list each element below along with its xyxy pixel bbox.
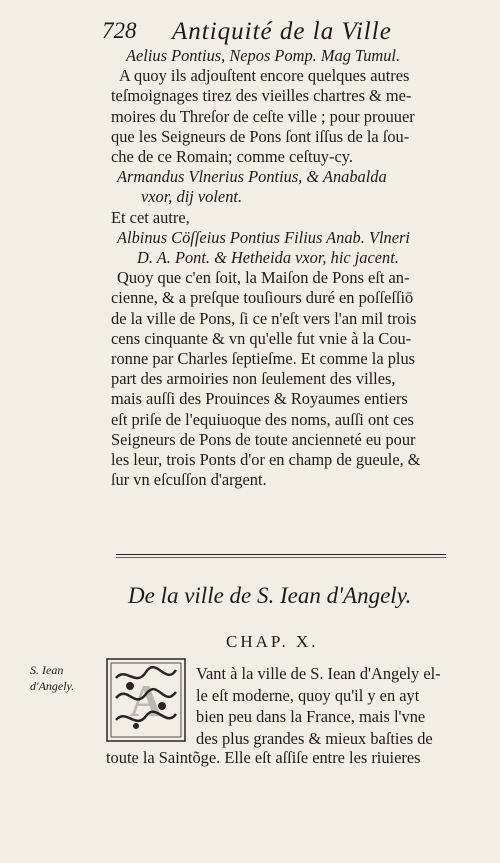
text-line: cienne, & a preſque touſiours duré en poſſeſſiō	[111, 288, 414, 308]
latin-inscription-2-cont: vxor, dij volent.	[141, 187, 243, 207]
text-line: ronne par Charles ſeptieſme. Et comme la plus	[111, 349, 416, 369]
text-line: de la ville de Pons, ſi ce n'eſt vers l'an mil trois	[111, 308, 417, 328]
running-title: Antiquité de la Ville	[172, 18, 392, 45]
latin-inscription-2: Armandus Vlnerius Pontius, & Anabalda	[117, 167, 387, 187]
text-line: toute la Saintõge. Elle eſt aſſiſe entre les riuieres	[106, 748, 421, 767]
ornamental-initial-icon	[106, 658, 186, 742]
text-line: ſur vn eſcuſſon d'argent.	[111, 470, 267, 490]
text-line: Vant à la ville de S. Iean d'Angely el-	[196, 664, 441, 683]
text-line: Seigneurs de Pons de toute ancienneté eu pour	[111, 429, 416, 449]
text-line: mais auſſi des Prouinces & Royaumes entiers	[111, 389, 408, 409]
text-line: teſmoignages tirez des vieilles chartres & me-	[111, 86, 412, 106]
margin-note-line: S. Iean	[30, 663, 64, 677]
svg-text:A: A	[129, 675, 163, 726]
section-divider-thin	[116, 557, 446, 558]
latin-inscription-3-cont: D. A. Pont. & Hetheida vxor, hic jacent.	[137, 248, 399, 268]
section-title: De la ville de S. Iean d'Angely.	[128, 583, 412, 608]
margin-note	[30, 662, 100, 694]
latin-inscription-3: Albinus Cöſſeius Pontius Filius Anab. Vlneri	[117, 227, 410, 247]
text-line: che de ce Romain; comme ceſtuy-cy.	[111, 147, 353, 167]
page-number: 728	[102, 18, 137, 43]
chapter-opening-text	[196, 663, 486, 749]
text-line: que les Seigneurs de Pons ſont iſſus de la ſou-	[111, 126, 410, 146]
text-line: A quoy ils adjouſtent encore quelques autres	[119, 66, 410, 86]
section-divider	[116, 554, 446, 555]
latin-inscription-1: Aelius Pontius, Nepos Pomp. Mag Tumul.	[126, 46, 401, 65]
chapter-heading: CHAP. X.	[226, 632, 319, 651]
text-line: les leur, trois Ponts d'or en champ de gueule, &	[111, 450, 421, 470]
text-line: moires du Threſor de ceſte ville ; pour prouuer	[111, 106, 415, 126]
text-line: Et cet autre,	[111, 207, 190, 227]
text-line: part des armoiries non ſeulement des villes,	[111, 369, 396, 389]
text-line: bien peu dans la France, mais l'vne	[196, 707, 426, 726]
text-line: des plus grandes & mieux baſties de	[196, 728, 433, 748]
text-line: cens cinquante & vn qu'elle fut vnie à la Cou-	[111, 328, 412, 348]
text-line: le eſt moderne, quoy qu'il y en ayt	[196, 685, 420, 705]
top-text-block	[111, 46, 478, 490]
text-line: Quoy que c'en ſoit, la Maiſon de Pons eſt an-	[117, 268, 410, 288]
text-line: eſt priſe de l'equiuoque des noms, auſſi ont ces	[111, 409, 414, 429]
margin-note-line: d'Angely.	[30, 679, 75, 693]
